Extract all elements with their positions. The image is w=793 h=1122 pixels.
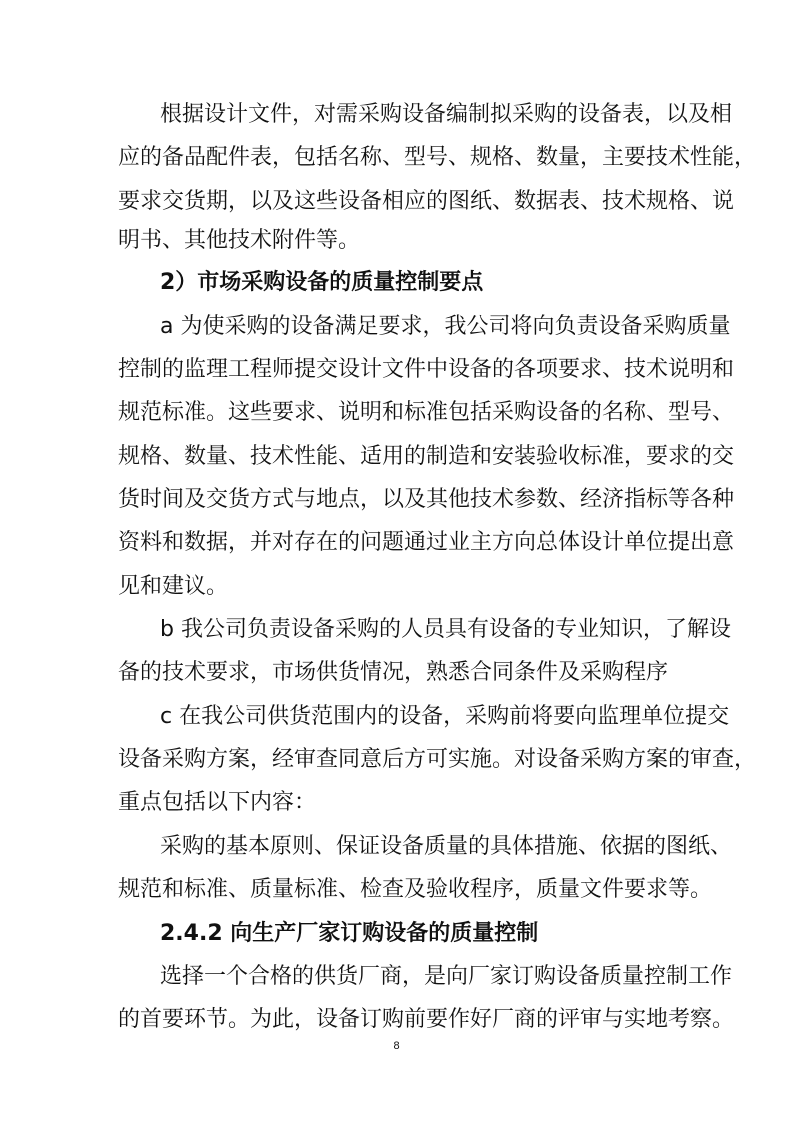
paragraph-line: a 为使采购的设备满足要求，我公司将向负责设备采购质量 <box>160 314 731 339</box>
paragraph-line: 要求交货期，以及这些设备相应的图纸、数据表、技术规格、说 <box>118 189 735 214</box>
section-heading: 2.4.2 向生产厂家订购设备的质量控制 <box>160 921 539 946</box>
paragraph-line: 备的技术要求，市场供货情况，熟悉合同条件及采购程序 <box>118 660 669 685</box>
paragraph-line: 见和建议。 <box>118 574 229 599</box>
paragraph-line: 选择一个合格的供货厂商，是向厂家订购设备质量控制工作 <box>160 964 733 989</box>
paragraph-line: 规格、数量、技术性能、适用的制造和安装验收标准，要求的交 <box>118 444 735 469</box>
paragraph-line: 控制的监理工程师提交设计文件中设备的各项要求、技术说明和 <box>118 357 735 382</box>
paragraph-line: 资料和数据，并对存在的问题通过业主方向总体设计单位提出意 <box>118 530 735 555</box>
section-heading: 2）市场采购设备的质量控制要点 <box>160 270 484 295</box>
paragraph-line: 货时间及交货方式与地点，以及其他技术参数、经济指标等各种 <box>118 487 735 512</box>
paragraph-line: 的首要环节。为此，设备订购前要作好厂商的评审与实地考察。 <box>118 1007 735 1032</box>
paragraph-line: c 在我公司供货范围内的设备，采购前将要向监理单位提交 <box>160 704 730 729</box>
paragraph-line: 应的备品配件表，包括名称、型号、规格、数量，主要技术性能， <box>118 145 757 170</box>
page-number: 8 <box>393 1040 400 1052</box>
paragraph-line: 根据设计文件，对需采购设备编制拟采购的设备表，以及相 <box>160 102 733 127</box>
paragraph-line: b 我公司负责设备采购的人员具有设备的专业知识，了解设 <box>160 617 731 642</box>
paragraph-line: 规范和标准、质量标准、检查及验收程序，质量文件要求等。 <box>118 877 713 902</box>
paragraph-line: 设备采购方案，经审查同意后方可实施。对设备采购方案的审查， <box>118 747 757 772</box>
paragraph-line: 规范标准。这些要求、说明和标准包括采购设备的名称、型号、 <box>118 400 735 425</box>
paragraph-line: 明书、其他技术附件等。 <box>118 228 361 253</box>
paragraph-line: 采购的基本原则、保证设备质量的具体措施、依据的图纸、 <box>160 834 733 859</box>
paragraph-line: 重点包括以下内容： <box>118 790 317 815</box>
